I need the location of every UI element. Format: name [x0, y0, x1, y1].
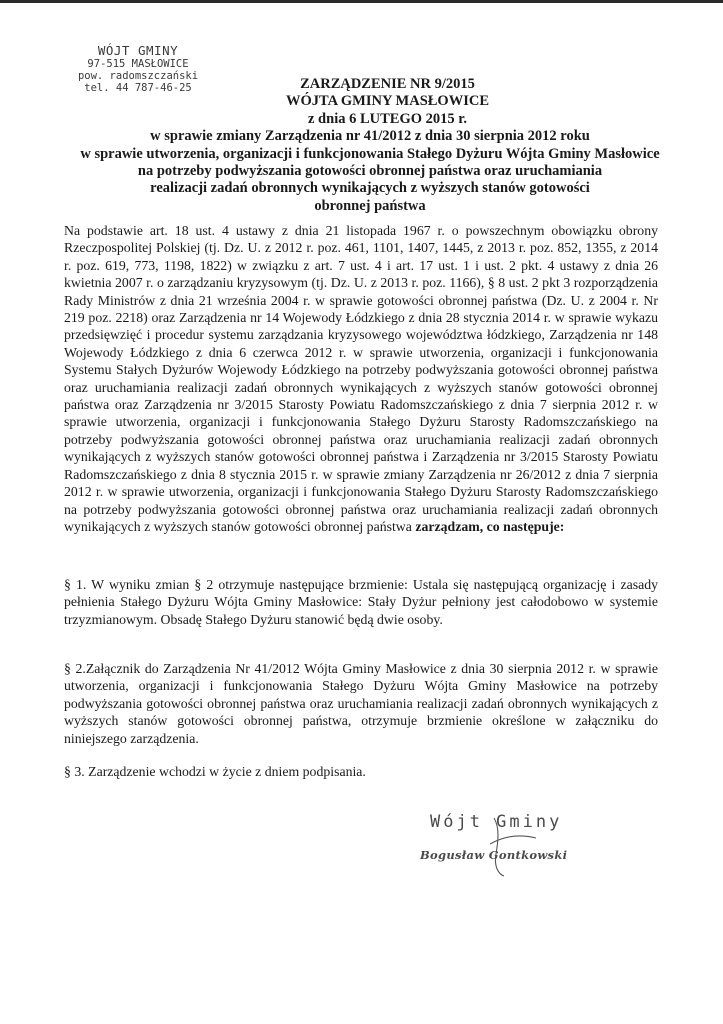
legal-basis-conclusion: zarządzam, co następuje: [415, 518, 565, 534]
stamp-line-address: 97-515 MASŁOWICE [87, 58, 189, 70]
document-issuer: WÓJTA GMINY MASŁOWICE [285, 93, 489, 110]
document-subject: w sprawie zmiany Zarządzenia nr 41/2012 z dnia 30 sierpnia 2012 roku w sprawie utworzenia, organizacji i funkcjonowania Stałego Dyżuru Wójta Gminy Masłowice na potrzeby podwyższania gotowości obronnej państwa oraz uruchamiania realizacji zadań obronnych wynikających z wyższych stanów gotowości obronnej państwa [80, 128, 660, 214]
page-top-edge [0, 0, 723, 3]
section-1: § 1. W wyniku zmian § 2 otrzymuje następujące brzmienie: Ustala się następującą organizację i zasady pełnienia Stałego Dyżuru Wójta Gminy Masłowice: Stały Dyżur pełniony jest całodobowo w systemie trzyzmianowym. Obsadę Stałego Dyżuru stanowić będą dwie osoby. [64, 577, 658, 627]
stamp-line-phone: tel. 44 787-46-25 [84, 82, 192, 94]
stamp-line-office: WÓJT GMINY [97, 43, 179, 58]
signature-name: Bogusław Gontkowski [420, 848, 568, 862]
document-title: ZARZĄDZENIE NR 9/2015 [300, 76, 475, 92]
signature-block [420, 812, 620, 882]
stamp-line-county: pow. radomszczański [77, 70, 199, 82]
legal-basis-paragraph [64, 222, 658, 535]
section-3: § 3. Zarządzenie wchodzi w życie z dniem podpisania. [64, 764, 366, 779]
document-heading [40, 76, 700, 215]
legal-basis-text: Na podstawie art. 18 ust. 4 ustawy z dnia 21 listopada 1967 r. o powszechnym obowiązku obrony Rzeczpospolitej Polskiej (tj. Dz. U. z 2012 r. poz. 461, 1101, 1407, 1445, z 2013 r. poz. 852, 1355, z 2014 r. poz. 619, 773, 1198, 1822) w związku z art. 7 ust. 4 i art. 17 ust. 1 i ust. 2 pkt. 4 ustawy z dnia 26 kwietnia 2007 r. o zarządzaniu kryzysowym (tj. Dz. U. z 2013 r. poz. 1166), § 8 ust. 2 pkt 3 rozporządzenia Rady Ministrów z dnia 21 września 2004 r. w sprawie gotowości obronnej państwa (Dz. U. z 2004 r. Nr 219 poz. 2218) oraz Zarządzenia nr 14 Wojewody Łódzkiego z dnia 28 stycznia 2014 r. w sprawie wykazu przedsięwzięć i procedur systemu zarządzania kryzysowego województwa łódzkiego, Zarządzenia nr 148 Wojewody Łódzkiego z dnia 6 czerwca 2012 r. w sprawie utworzenia, organizacji i funkcjonowania Systemu Stałych Dyżurów Wojewody Łódzkiego na potrzeby podwyższania gotowości obronnej państwa oraz uruchamiania realizacji zadań obronnych wynikających z wyższych stanów gotowości obronnej państwa oraz Zarządzenia nr 3/2015 Starosty Powiatu Radomszczańskiego z dnia 7 sierpnia 2012 r. w sprawie utworzenia, organizacji i funkcjonowania Stałego Dyżuru Starosty Radomszczańskiego na potrzeby podwyższania gotowości obronnej państwa oraz uruchamiania realizacji zadań obronnych wynikających z wyższych stanów gotowości obronnej państwa i Zarządzenia nr 3/2015 Starosty Powiatu Radomszczańskiego z dnia 8 stycznia 2015 r. w sprawie zmiany Zarządzenia nr 26/2012 z dnia 7 sierpnia 2012 r. w sprawie utworzenia, organizacji i funkcjonowania Stałego Dyżuru Starosty Radomszczańskiego na potrzeby podwyższania gotowości obronnej państwa oraz uruchamiania realizacji zadań obronnych wynikających z wyższych stanów gotowości obronnej państwa [64, 223, 658, 534]
document-date: z dnia 6 LUTEGO 2015 r. [308, 110, 467, 127]
section-2: § 2.Załącznik do Zarządzenia Nr 41/2012 Wójta Gminy Masłowice z dnia 30 sierpnia 2012 r. w sprawie utworzenia, organizacji i funkcjonowania Stałego Dyżuru Wójta Gminy Masłowice na potrzeby podwyższania gotowości obronnej państwa oraz uruchamiania realizacji zadań obronnych wynikających z wyższych stanów gotowości obronnej państwa, otrzymuje brzmienie określone w załączniku do niniejszego zarządzenia. [64, 661, 658, 746]
signature-title: Wójt Gminy [430, 812, 563, 832]
